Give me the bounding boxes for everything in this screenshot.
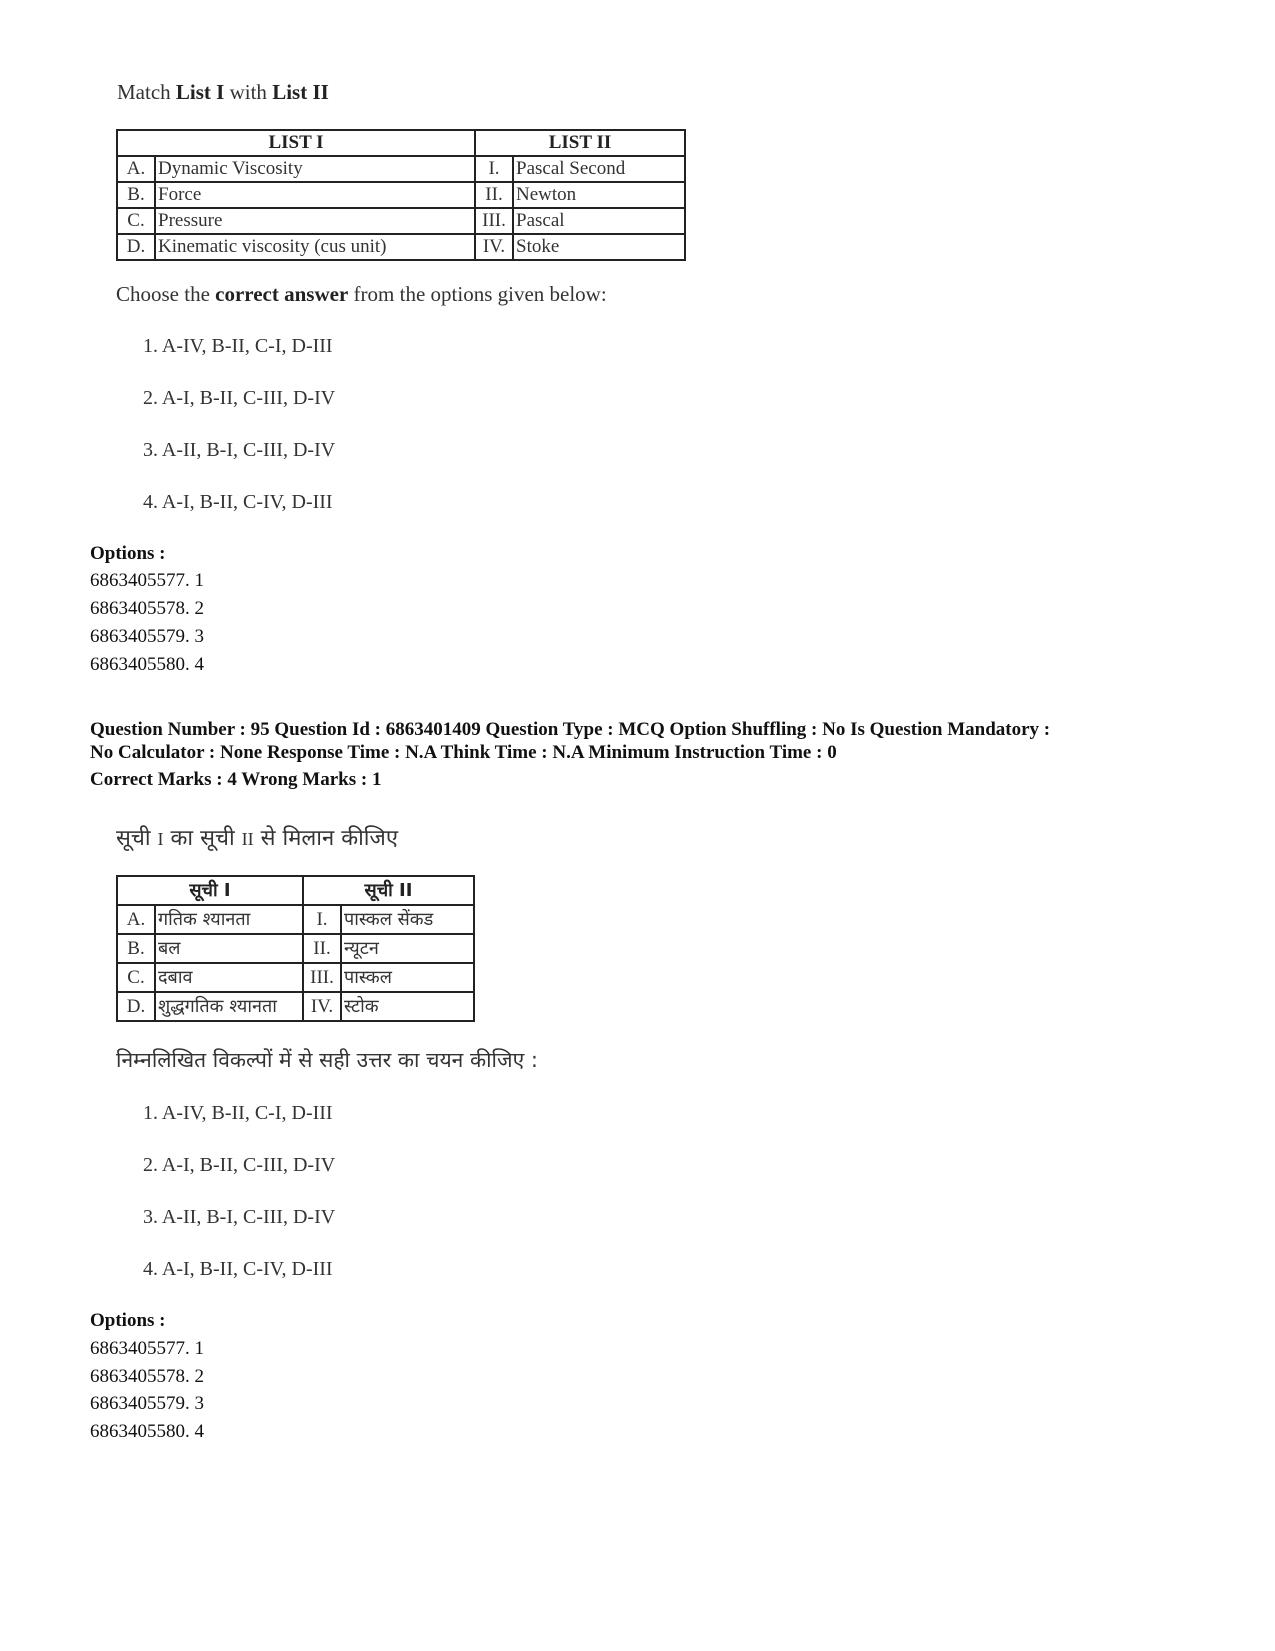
instruction-text: Choose the <box>116 282 216 306</box>
option-id: 6863405579. 3 <box>90 626 204 647</box>
table-row <box>117 934 474 963</box>
q2-heading-roman: I <box>157 829 164 849</box>
list2-key: IV. <box>475 234 513 260</box>
options-title: Options : <box>90 1310 166 1331</box>
list2-key: IV. <box>303 992 341 1021</box>
list1-key: C. <box>117 963 155 992</box>
list2-value: पास्कल <box>341 963 474 992</box>
list2-key: I. <box>303 905 341 934</box>
answer-choice: 1. A-IV, B-II, C-I, D-III <box>143 1102 333 1124</box>
table-row <box>117 963 474 992</box>
q1-match-table <box>116 129 686 261</box>
list2-key: I. <box>475 156 513 182</box>
table-row <box>117 992 474 1021</box>
list1-value: Dynamic Viscosity <box>155 156 475 182</box>
list1-header: LIST I <box>117 130 475 156</box>
table-row <box>117 156 685 182</box>
option-id: 6863405577. 1 <box>90 1338 204 1359</box>
q1-instruction <box>116 282 607 307</box>
list1-header: सूची I <box>117 876 303 905</box>
q2-heading-text: सूची <box>116 826 158 851</box>
q2-heading-text: का सूची <box>163 826 242 851</box>
q2-match-table <box>116 875 475 1022</box>
option-id: 6863405578. 2 <box>90 1366 204 1387</box>
list1-value: Kinematic viscosity (cus unit) <box>155 234 475 260</box>
q2-instruction: निम्नलिखित विकल्पों में से सही उत्तर का चयन कीजिए : <box>116 1048 538 1072</box>
meta-line: Question Number : 95 Question Id : 6863401409 Question Type : MCQ Option Shuffling : No Is Question Mandatory : <box>90 719 1051 740</box>
answer-choice: 3. A-II, B-I, C-III, D-IV <box>143 439 336 461</box>
list1-key: A. <box>117 156 155 182</box>
list2-value: न्यूटन <box>341 934 474 963</box>
list2-value: पास्कल सेंकड <box>341 905 474 934</box>
q2-heading-text: से मिलान कीजिए <box>253 826 398 851</box>
list2-key: II. <box>303 934 341 963</box>
options-title: Options : <box>90 543 166 564</box>
list1-value: Force <box>155 182 475 208</box>
list2-key: III. <box>475 208 513 234</box>
meta-line: Correct Marks : 4 Wrong Marks : 1 <box>90 769 382 790</box>
table-row <box>117 905 474 934</box>
table-header-row <box>117 130 685 156</box>
list1-key: D. <box>117 992 155 1021</box>
q1-heading <box>117 80 329 105</box>
answer-choice: 4. A-I, B-II, C-IV, D-III <box>143 491 333 513</box>
list1-value: शुद्धगतिक श्यानता <box>155 992 303 1021</box>
option-id: 6863405577. 1 <box>90 570 204 591</box>
list2-value: Stoke <box>513 234 685 260</box>
list2-key: II. <box>475 182 513 208</box>
list2-value: Pascal Second <box>513 156 685 182</box>
answer-choice: 2. A-I, B-II, C-III, D-IV <box>143 1154 336 1176</box>
q1-heading-list2: List II <box>272 80 329 104</box>
table-row <box>117 182 685 208</box>
q2-heading-roman: II <box>241 829 254 849</box>
q1-heading-text: Match <box>117 80 176 104</box>
list2-value: Newton <box>513 182 685 208</box>
list2-key: III. <box>303 963 341 992</box>
list1-key: B. <box>117 182 155 208</box>
list1-value: दबाव <box>155 963 303 992</box>
instruction-text: from the options given below: <box>348 282 607 306</box>
option-id: 6863405579. 3 <box>90 1393 204 1414</box>
meta-line: No Calculator : None Response Time : N.A Think Time : N.A Minimum Instruction Time : 0 <box>90 742 837 763</box>
q1-heading-list1: List I <box>175 80 225 104</box>
list1-value: Pressure <box>155 208 475 234</box>
answer-choice: 2. A-I, B-II, C-III, D-IV <box>143 387 336 409</box>
list1-key: A. <box>117 905 155 934</box>
table-row <box>117 208 685 234</box>
list1-key: D. <box>117 234 155 260</box>
answer-choice: 4. A-I, B-II, C-IV, D-III <box>143 1258 333 1280</box>
list1-value: गतिक श्यानता <box>155 905 303 934</box>
list1-key: B. <box>117 934 155 963</box>
list2-value: स्टोक <box>341 992 474 1021</box>
list1-key: C. <box>117 208 155 234</box>
answer-choice: 3. A-II, B-I, C-III, D-IV <box>143 1206 336 1228</box>
answer-choice: 1. A-IV, B-II, C-I, D-III <box>143 335 333 357</box>
option-id: 6863405578. 2 <box>90 598 204 619</box>
table-row <box>117 234 685 260</box>
question-meta <box>90 718 1190 791</box>
option-id: 6863405580. 4 <box>90 1421 204 1442</box>
list2-header: सूची II <box>303 876 474 905</box>
option-id: 6863405580. 4 <box>90 654 204 675</box>
list2-value: Pascal <box>513 208 685 234</box>
q2-heading <box>116 822 398 852</box>
list2-header: LIST II <box>475 130 685 156</box>
q1-heading-text: with <box>224 80 273 104</box>
table-header-row <box>117 876 474 905</box>
instruction-bold: correct answer <box>215 282 349 306</box>
list1-value: बल <box>155 934 303 963</box>
